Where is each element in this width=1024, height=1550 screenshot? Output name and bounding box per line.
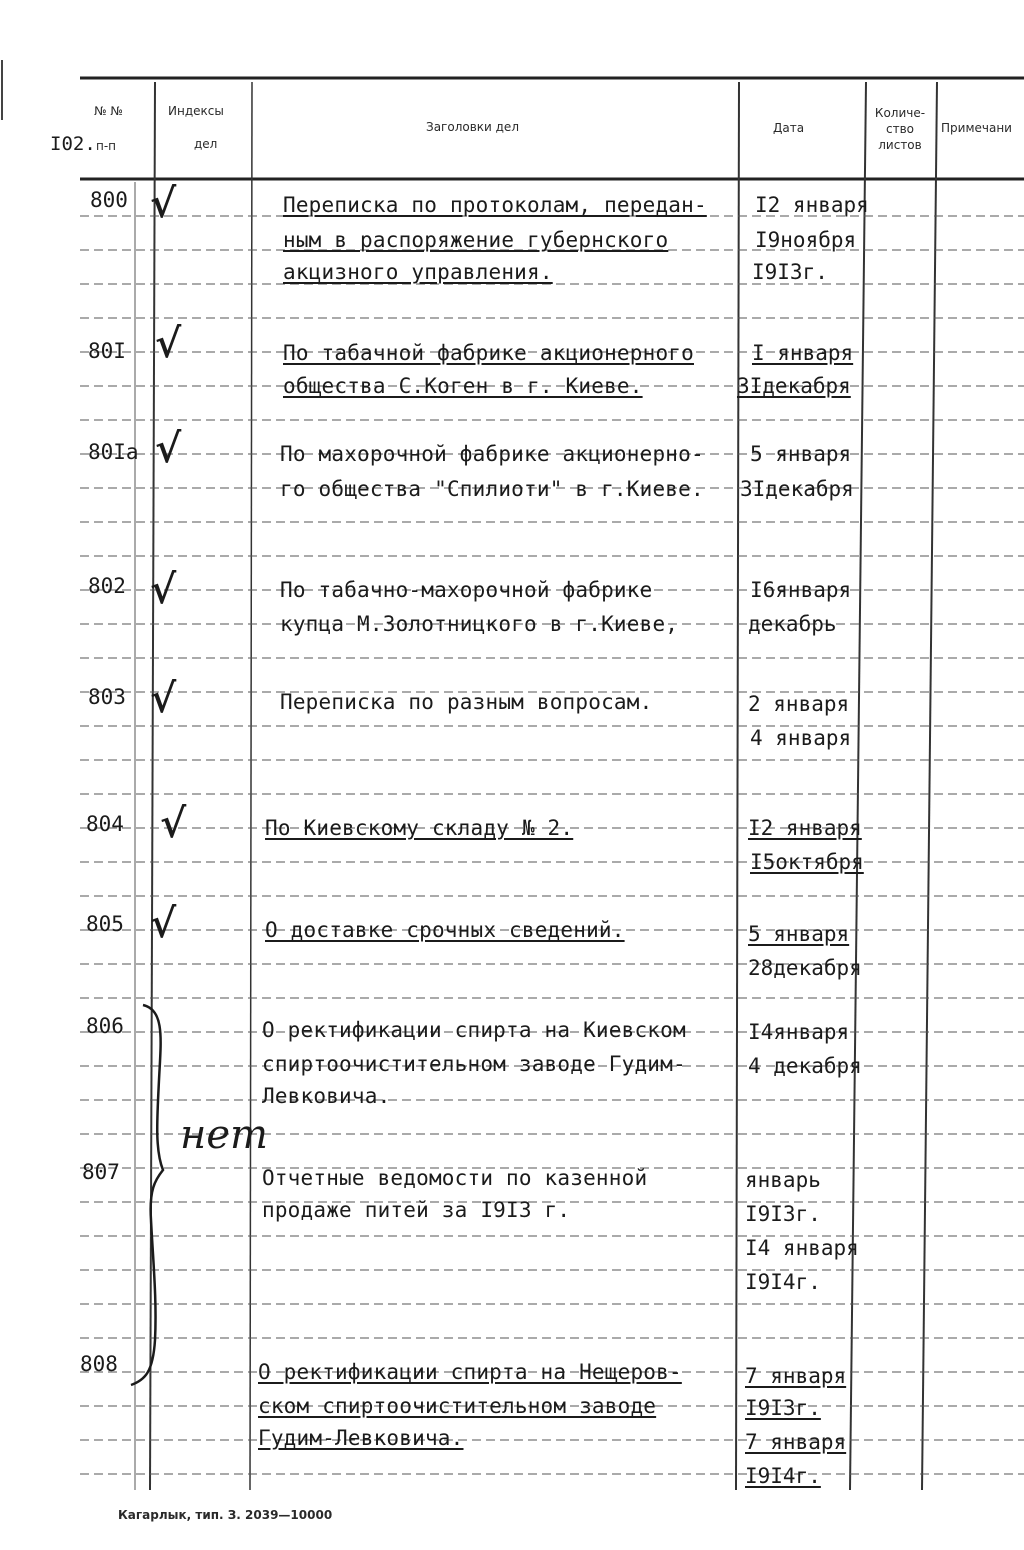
row-title-line: го общества "Спилиоти" в г.Киеве.: [280, 477, 704, 501]
row-date-line: I5октября: [750, 850, 864, 874]
row-date-line: I января: [752, 341, 854, 365]
row-title-line: Левковича.: [262, 1084, 391, 1108]
row-date-line: I9I3г.: [745, 1202, 821, 1226]
row-date-line: 3Iдекабря: [737, 374, 851, 398]
header-col-index: Индексы: [168, 104, 224, 118]
row-date-line: I9I4г.: [745, 1270, 821, 1294]
header-col-count-2: ство: [885, 122, 914, 136]
row-title-line: О ректификации спирта на Нещеров-: [258, 1360, 682, 1384]
row-date-line: 7 января: [745, 1430, 847, 1454]
row-title-line: акцизного управления.: [283, 260, 553, 284]
check-mark: √: [160, 800, 187, 847]
row-date-line: 4 января: [750, 726, 852, 750]
row-title-line: О доставке срочных сведений.: [265, 918, 625, 942]
row-date-line: 28декабря: [748, 956, 862, 980]
row-title-line: О ректификации спирта на Киевском: [262, 1018, 686, 1042]
row-number: 805: [86, 912, 124, 936]
header-col-no: № №: [94, 104, 123, 118]
check-mark: √: [150, 675, 177, 722]
row-title-line: общества С.Коген в г. Киеве.: [283, 374, 643, 398]
check-mark: √: [150, 566, 177, 613]
handwritten-brace: [125, 1000, 185, 1390]
row-title-line: Отчетные ведомости по казенной: [262, 1166, 648, 1190]
header-col-count-1: Количе-: [874, 106, 926, 120]
row-number: 803: [88, 685, 126, 709]
row-date-line: I6января: [750, 578, 852, 602]
row-date-line: декабрь: [748, 612, 837, 636]
check-mark: √: [155, 425, 182, 472]
row-date-line: 5 января: [748, 922, 850, 946]
row-number: 806: [86, 1014, 124, 1038]
row-title-line: По махорочной фабрике акционерно-: [280, 442, 704, 466]
header-col-index-sub: дел: [194, 137, 218, 151]
row-date-line: I9I3г.: [745, 1396, 821, 1420]
row-number: 80I: [88, 339, 126, 363]
row-date-line: январь: [745, 1168, 821, 1192]
row-number: 807: [82, 1160, 120, 1184]
row-number: 80Iа: [88, 440, 139, 464]
sheet-number: I02.: [50, 133, 96, 155]
row-title-line: продаже питей за I9I3 г.: [262, 1198, 571, 1222]
header-col-date: Дата: [773, 121, 805, 135]
row-title-line: Гудим-Левковича.: [258, 1426, 464, 1450]
row-date-line: 4 декабря: [748, 1054, 862, 1078]
row-date-line: I9ноября: [755, 228, 857, 252]
row-title-line: По Киевскому складу № 2.: [265, 816, 574, 840]
row-title-line: спиртоочистительном заводе Гудим-: [262, 1052, 686, 1076]
row-date-line: 7 января: [745, 1364, 847, 1388]
row-date-line: I4января: [748, 1020, 850, 1044]
row-title-line: ным в распоряжение губернского: [283, 228, 669, 252]
header-col-count-3: листов: [878, 138, 922, 152]
row-date-line: I2 января: [748, 816, 862, 840]
row-title-line: Переписка по разным вопросам.: [280, 690, 653, 714]
check-mark: √: [150, 180, 177, 227]
row-number: 800: [90, 188, 128, 212]
row-title-line: По табачно-махорочной фабрике: [280, 578, 653, 602]
row-date-line: 2 января: [748, 692, 850, 716]
row-number: 804: [86, 812, 124, 836]
row-title-line: ском спиртоочистительном заводе: [258, 1394, 657, 1418]
header-col-no-sub: п-п: [96, 139, 117, 153]
row-number: 802: [88, 574, 126, 598]
header-col-notes: Примечани: [941, 121, 1012, 135]
row-date-line: 3Iдекабря: [740, 477, 854, 501]
row-date-line: I2 января: [755, 193, 869, 217]
row-date-line: 5 января: [750, 442, 852, 466]
row-date-line: I4 января: [745, 1236, 859, 1260]
row-date-line: I9I4г.: [745, 1464, 821, 1488]
row-date-line: I9I3г.: [752, 260, 828, 284]
row-title-line: Переписка по протоколам, передан-: [283, 193, 707, 217]
check-mark: √: [155, 320, 182, 367]
handwritten-annotation: нет: [180, 1112, 268, 1158]
printer-imprint: Кагарлык, тип. З. 2039—10000: [118, 1508, 333, 1522]
row-number: 808: [80, 1352, 118, 1376]
row-title-line: По табачной фабрике акционерного: [283, 341, 694, 365]
header-col-title: Заголовки дел: [426, 120, 519, 134]
check-mark: √: [150, 900, 177, 947]
row-title-line: купца М.Золотницкого в г.Киеве,: [280, 612, 679, 636]
